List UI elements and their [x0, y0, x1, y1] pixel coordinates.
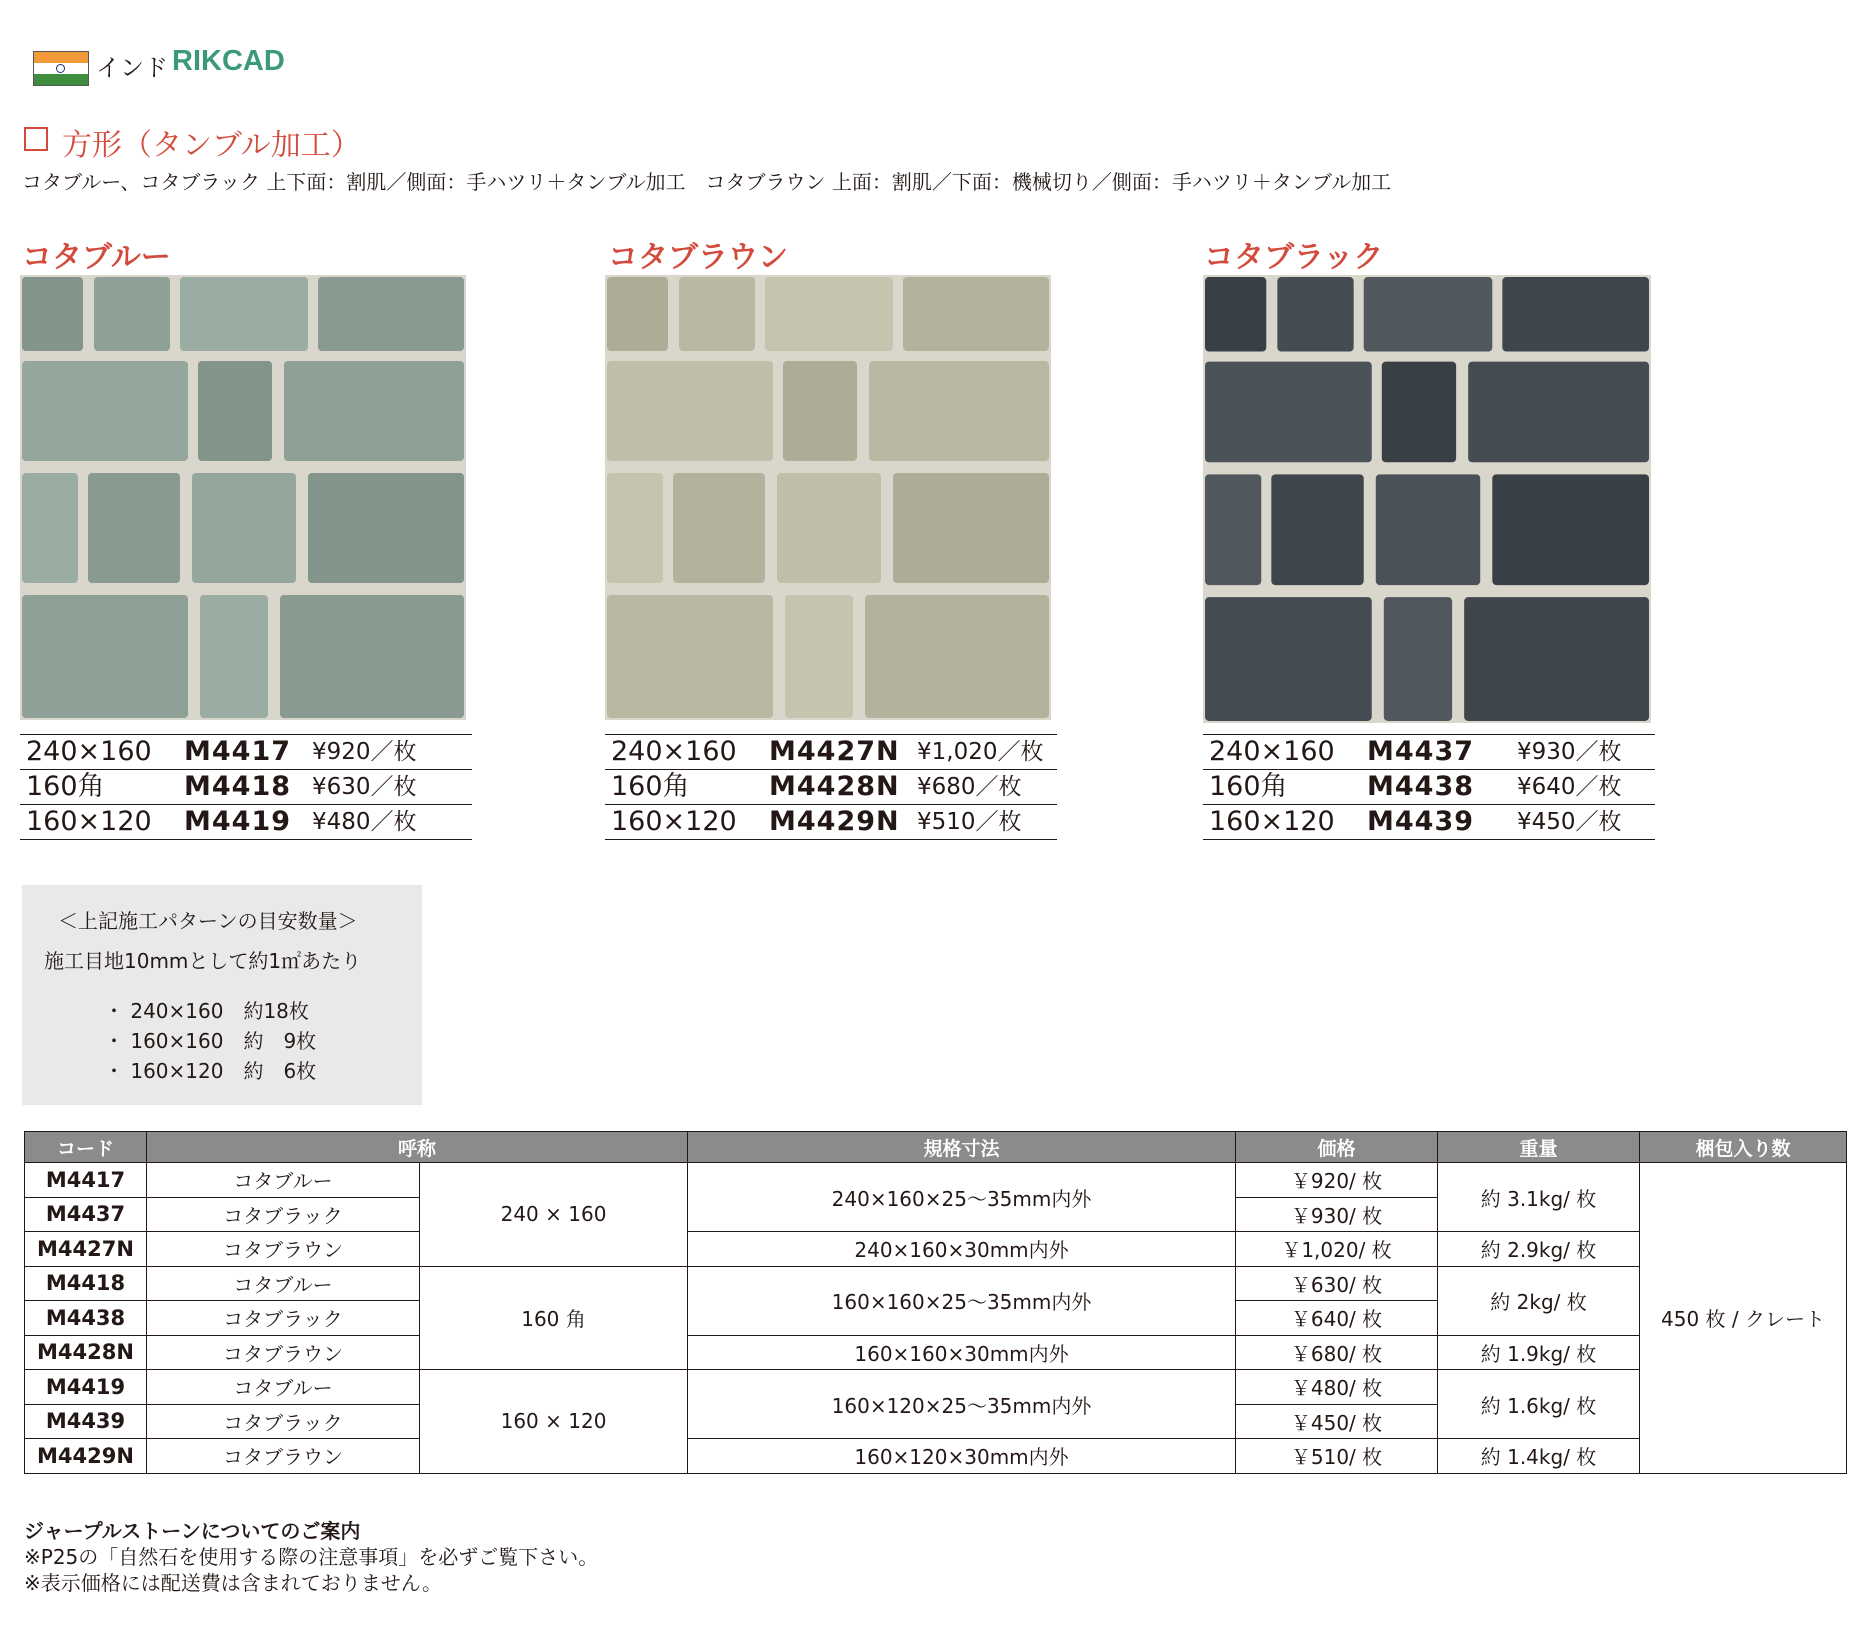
stone-tile — [679, 277, 755, 351]
stone-tile — [1502, 277, 1649, 351]
table-row: M4428N コタブラウン 160×160×30mm内外 ￥680/ 枚 約 1.9kg/ 枚 — [25, 1335, 1847, 1370]
stone-photo-kota-brown — [605, 275, 1051, 720]
section-title: 方形（タンブル加工） — [62, 128, 361, 163]
stone-tile — [318, 277, 464, 351]
table-row: M4429N コタブラウン 160×120×30mm内外 ￥510/ 枚 約 1.4kg/ 枚 — [25, 1439, 1847, 1474]
stone-tile — [284, 361, 464, 461]
packing-cell: 450 枚 / クレート — [1640, 1163, 1847, 1474]
table-row: M4438 コタブラック ￥640/ 枚 — [25, 1301, 1847, 1336]
stone-tile — [607, 361, 773, 461]
stone-tile — [783, 361, 857, 461]
spec-table — [24, 1131, 1847, 1474]
dim-cell: 160×120×25～35mm内外 — [688, 1370, 1236, 1439]
table-row: M4427N コタブラウン 240×160×30mm内外 ￥1,020/ 枚 約 2.9kg/ 枚 — [25, 1232, 1847, 1267]
stone-tile — [308, 473, 464, 583]
stone-tile — [192, 473, 296, 583]
weight-cell: 約 2kg/ 枚 — [1438, 1266, 1640, 1335]
stone-tile — [607, 595, 773, 718]
stone-tile — [1205, 597, 1372, 721]
stone-tile — [1464, 597, 1649, 721]
header-price: 価格 — [1236, 1132, 1438, 1163]
stone-tile — [765, 277, 893, 351]
product-title-kota-blue: コタブルー — [22, 240, 171, 275]
table-row: M4437 コタブラック ￥930/ 枚 — [25, 1197, 1847, 1232]
stone-tile — [1205, 474, 1261, 585]
price-row: 160×120 M4439 ¥450／枚 — [1203, 805, 1655, 840]
price-row: 160×120 M4419 ¥480／枚 — [20, 805, 472, 840]
estimate-item: ・ 160×160 約 9枚 — [104, 1029, 317, 1053]
dim-cell: 240×160×25～35mm内外 — [688, 1163, 1236, 1232]
spec-header-row — [25, 1132, 1847, 1163]
header-name: 呼称 — [147, 1132, 688, 1163]
weight-cell: 約 1.4kg/ 枚 — [1438, 1439, 1640, 1474]
notes-line: ※P25の「自然石を使用する際の注意事項」を必ずご覧下さい。 — [24, 1545, 599, 1569]
stone-tile — [200, 595, 268, 718]
size-cell: 240 × 160 — [420, 1163, 688, 1267]
stone-tile — [1364, 277, 1493, 351]
weight-cell: 約 1.6kg/ 枚 — [1438, 1370, 1640, 1439]
notes-heading: ジャープルストーンについてのご案内 — [24, 1519, 361, 1543]
stone-tile — [607, 473, 663, 583]
price-table-kota-brown — [605, 734, 1057, 840]
stone-tile — [280, 595, 464, 718]
stone-tile — [94, 277, 170, 351]
country-label: インド — [96, 54, 168, 82]
stone-tile — [777, 473, 881, 583]
table-row: M4417 コタブルー 240 × 160 240×160×25～35mm内外 ￥920/ 枚 約 3.1kg/ 枚 450 枚 / クレート — [25, 1163, 1847, 1198]
header-packing: 梱包入り数 — [1640, 1132, 1847, 1163]
price-row: 240×160 M4427N ¥1,020／枚 — [605, 735, 1057, 770]
brand-logo: RIKCAD — [172, 45, 285, 77]
weight-cell: 約 2.9kg/ 枚 — [1438, 1232, 1640, 1267]
india-flag-icon — [33, 51, 89, 86]
price-table-kota-black — [1203, 734, 1655, 840]
estimate-item: ・ 160×120 約 6枚 — [104, 1059, 317, 1083]
stone-tile — [1277, 277, 1353, 351]
stone-tile — [607, 277, 668, 351]
stone-tile — [22, 361, 188, 461]
price-table-kota-blue — [20, 734, 472, 840]
section-square-icon — [24, 127, 48, 151]
stone-tile — [88, 473, 180, 583]
dim-cell: 240×160×30mm内外 — [688, 1232, 1236, 1267]
stone-tile — [865, 595, 1049, 718]
weight-cell: 約 3.1kg/ 枚 — [1438, 1163, 1640, 1232]
stone-tile — [1492, 474, 1649, 585]
stone-photo-kota-blue — [20, 275, 466, 720]
section-description: コタブルー、コタブラック 上下面：割肌／側面：手ハツリ＋タンブル加工 コタブラウン 上面：割肌／下面：機械切り／側面：手ハツリ＋タンブル加工 — [22, 170, 1392, 194]
stone-tile — [1384, 597, 1452, 721]
dim-cell: 160×120×30mm内外 — [688, 1439, 1236, 1474]
dim-cell: 160×160×30mm内外 — [688, 1335, 1236, 1370]
header-weight: 重量 — [1438, 1132, 1640, 1163]
table-row: M4439 コタブラック ￥450/ 枚 — [25, 1404, 1847, 1439]
stone-tile — [1205, 277, 1266, 351]
stone-tile — [673, 473, 765, 583]
table-row: M4419 コタブルー 160 × 120 160×120×25～35mm内外 ￥480/ 枚 約 1.6kg/ 枚 — [25, 1370, 1847, 1405]
estimate-box — [22, 885, 422, 1105]
stone-tile — [198, 361, 272, 461]
product-title-kota-black: コタブラック — [1204, 240, 1384, 275]
stone-tile — [22, 595, 188, 718]
table-row: M4418 コタブルー 160 角 160×160×25～35mm内外 ￥630/ 枚 約 2kg/ 枚 — [25, 1266, 1847, 1301]
price-row: 240×160 M4437 ¥930／枚 — [1203, 735, 1655, 770]
stone-tile — [1271, 474, 1363, 585]
header-code: コード — [25, 1132, 147, 1163]
stone-tile — [22, 473, 78, 583]
size-cell: 160 × 120 — [420, 1370, 688, 1474]
weight-cell: 約 1.9kg/ 枚 — [1438, 1335, 1640, 1370]
estimate-item: ・ 240×160 約18枚 — [104, 999, 309, 1023]
stone-tile — [785, 595, 853, 718]
product-title-kota-brown: コタブラウン — [608, 240, 788, 275]
notes — [24, 1518, 598, 1596]
price-row: 160角 M4428N ¥680／枚 — [605, 770, 1057, 805]
notes-line: ※表示価格には配送費は含まれておりません。 — [24, 1571, 442, 1595]
stone-tile — [1468, 362, 1649, 463]
price-row: 160角 M4418 ¥630／枚 — [20, 770, 472, 805]
estimate-title: ＜上記施工パターンの目安数量＞ — [58, 909, 358, 933]
stone-tile — [1382, 362, 1456, 463]
header-dimensions: 規格寸法 — [688, 1132, 1236, 1163]
estimate-subtitle: 施工目地10mmとして約1㎡あたり — [44, 949, 362, 973]
dim-cell: 160×160×25～35mm内外 — [688, 1266, 1236, 1335]
price-row: 160×120 M4429N ¥510／枚 — [605, 805, 1057, 840]
stone-tile — [893, 473, 1049, 583]
stone-tile — [869, 361, 1049, 461]
size-cell: 160 角 — [420, 1266, 688, 1370]
stone-tile — [903, 277, 1049, 351]
price-row: 160角 M4438 ¥640／枚 — [1203, 770, 1655, 805]
stone-tile — [1376, 474, 1480, 585]
price-row: 240×160 M4417 ¥920／枚 — [20, 735, 472, 770]
stone-tile — [180, 277, 308, 351]
stone-photo-kota-black — [1203, 275, 1651, 723]
stone-tile — [1205, 362, 1372, 463]
stone-tile — [22, 277, 83, 351]
